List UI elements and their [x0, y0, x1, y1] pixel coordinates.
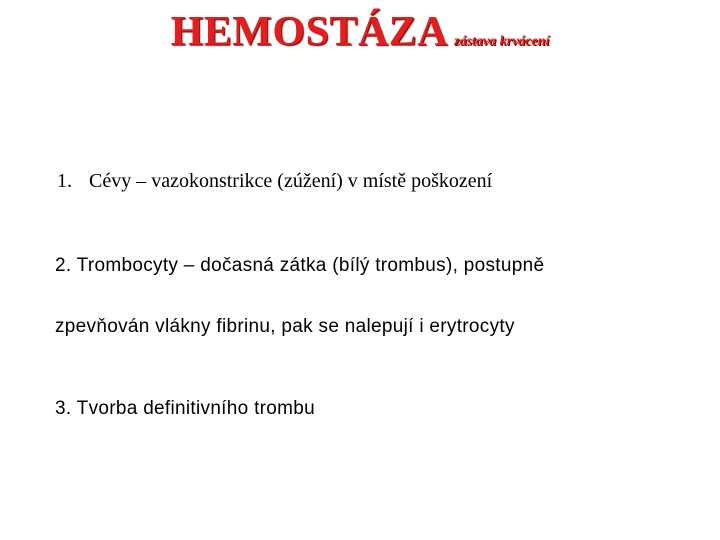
list-item-1-text: Cévy – vazokonstrikce (zúžení) v místě poškození	[89, 170, 493, 192]
slide-title	[0, 8, 720, 56]
title-subtitle: zástava krvácení	[454, 34, 550, 49]
list-item-2-line-2: zpevňován vlákny fibrinu, pak se nalepují i erytrocyty	[55, 316, 515, 337]
list-item-3: 3. Tvorba definitivního trombu	[55, 398, 316, 419]
list-item-1-number: 1.	[57, 170, 72, 192]
title-main: HEMOSTÁZA	[170, 9, 449, 55]
list-item-1	[57, 170, 492, 193]
list-item-2-line-1: 2. Trombocyty – dočasná zátka (bílý trombus), postupně	[55, 255, 545, 276]
